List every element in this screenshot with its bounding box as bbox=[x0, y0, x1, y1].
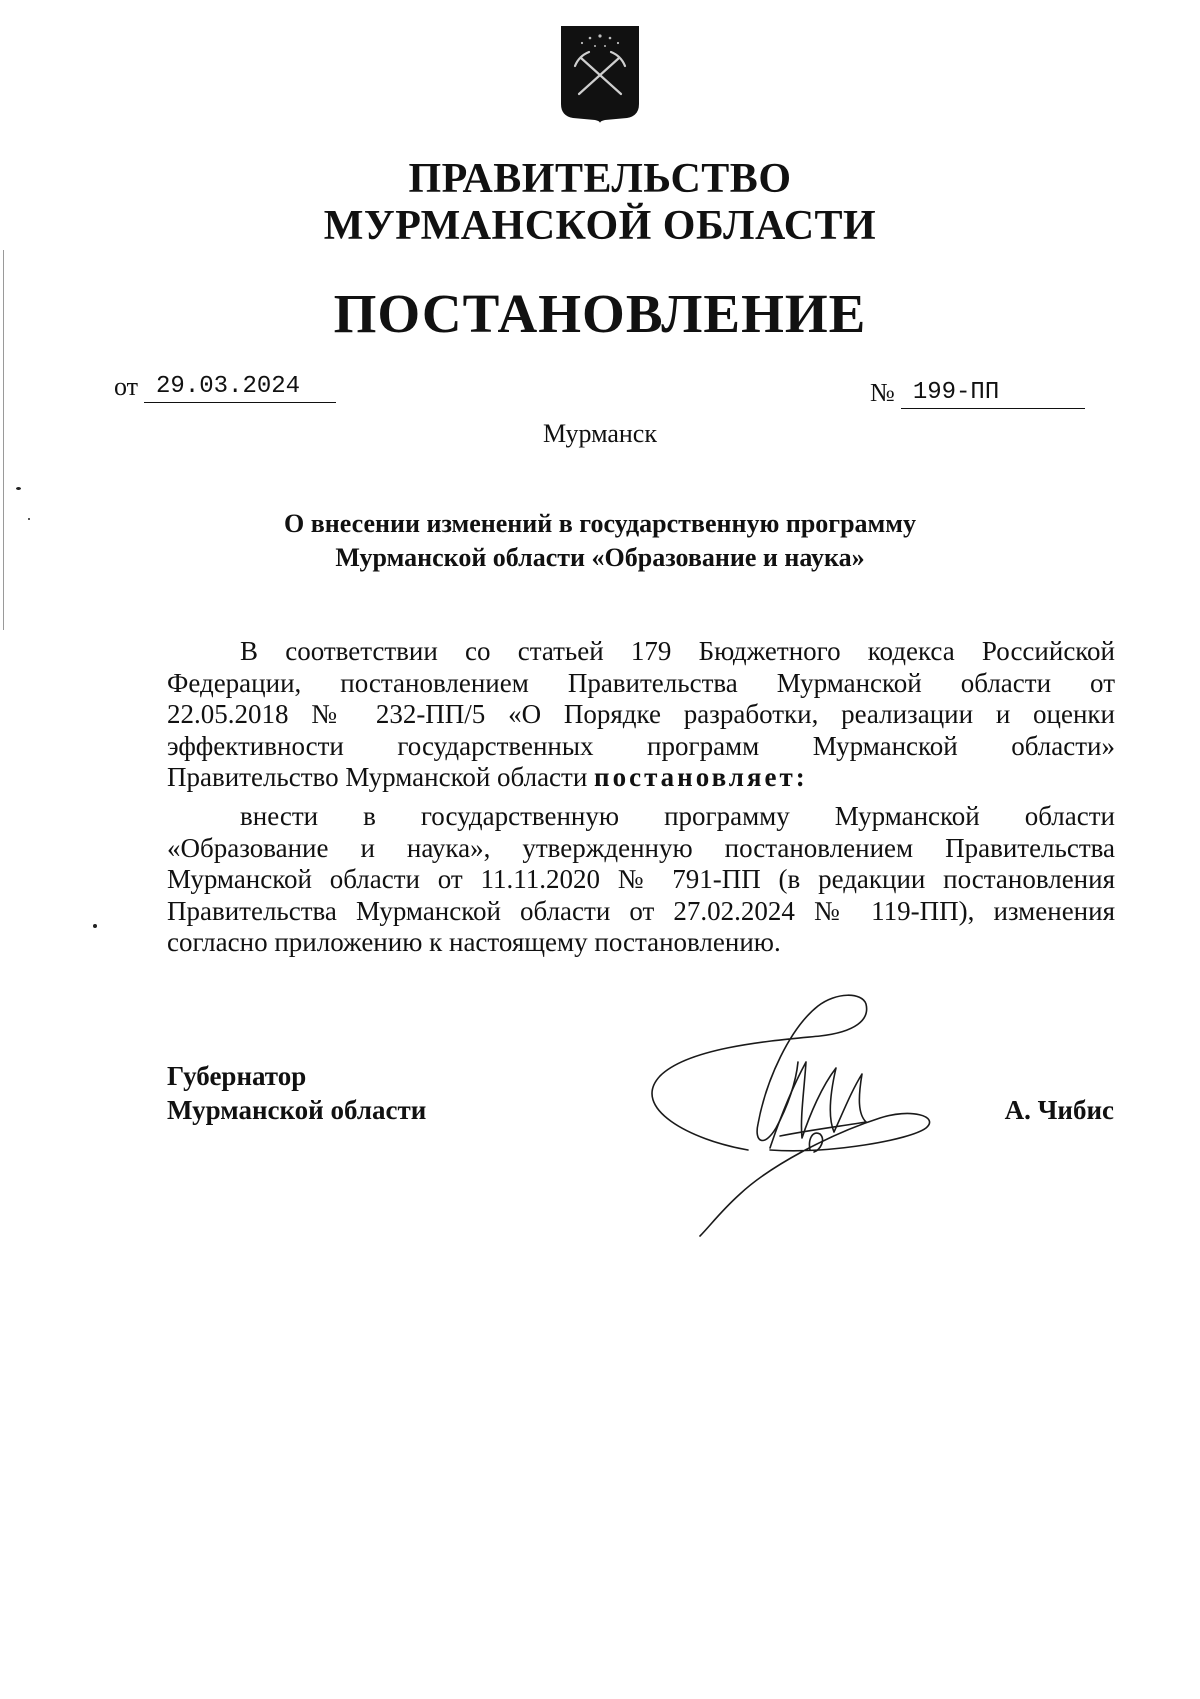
signatory-name: А. Чибис bbox=[1004, 1095, 1114, 1125]
handwritten-signature bbox=[630, 990, 950, 1270]
document-date-field bbox=[114, 371, 336, 403]
signatory-role-line1: Губернатор bbox=[167, 1061, 307, 1091]
body-line: 22.05.2018 № 232-ПП/5 «О Порядке разработки, реализации и оценки bbox=[167, 699, 1115, 730]
coat-of-arms-icon bbox=[557, 22, 643, 124]
body-line: «Образование и наука», утвержденную постановлением Правительства bbox=[167, 832, 1115, 863]
document-number: 199-ПП bbox=[901, 378, 1085, 409]
document-number-field bbox=[870, 377, 1085, 409]
signatory-role-line2: Мурманской области bbox=[167, 1095, 427, 1125]
body-line: внести в государственную программу Мурманской области bbox=[240, 801, 1115, 831]
government-title-line2: МУРМАНСКОЙ ОБЛАСТИ bbox=[323, 203, 877, 249]
body-line bbox=[167, 762, 1115, 794]
signatory-role bbox=[167, 1059, 426, 1127]
scan-speck bbox=[93, 924, 97, 928]
decree-word: постановляет: bbox=[594, 762, 808, 793]
body-line: согласно приложению к настоящему постановлению. bbox=[167, 927, 781, 958]
date-prefix: от bbox=[114, 372, 139, 401]
body-line: эффективности государственных программ Мурманской области» bbox=[167, 730, 1115, 761]
body-line: В соответствии со статьей 179 Бюджетного кодекса Российской bbox=[240, 636, 1115, 666]
document-type-title: ПОСТАНОВЛЕНИЕ bbox=[333, 283, 867, 344]
body-line: Федерации, постановлением Правительства Мурманской области от bbox=[167, 667, 1115, 698]
document-subject-line1: О внесении изменений в государственную программу bbox=[284, 509, 916, 538]
document-subject-line2: Мурманской области «Образование и наука» bbox=[335, 543, 865, 572]
document-city: Мурманск bbox=[543, 419, 657, 448]
body-paragraph-2 bbox=[167, 801, 1115, 959]
number-prefix: № bbox=[870, 378, 895, 407]
scan-speck bbox=[16, 487, 21, 490]
body-text: Правительство Мурманской области bbox=[167, 762, 588, 793]
body-paragraph-1 bbox=[167, 636, 1115, 794]
document-date: 29.03.2024 bbox=[144, 372, 336, 403]
body-line: Мурманской области от 11.11.2020 № 791-ПП (в редакции постановления bbox=[167, 864, 1115, 895]
body-line: Правительства Мурманской области от 27.02.2024 № 119-ПП), изменения bbox=[167, 895, 1115, 926]
government-title-line1: ПРАВИТЕЛЬСТВО bbox=[408, 156, 792, 202]
